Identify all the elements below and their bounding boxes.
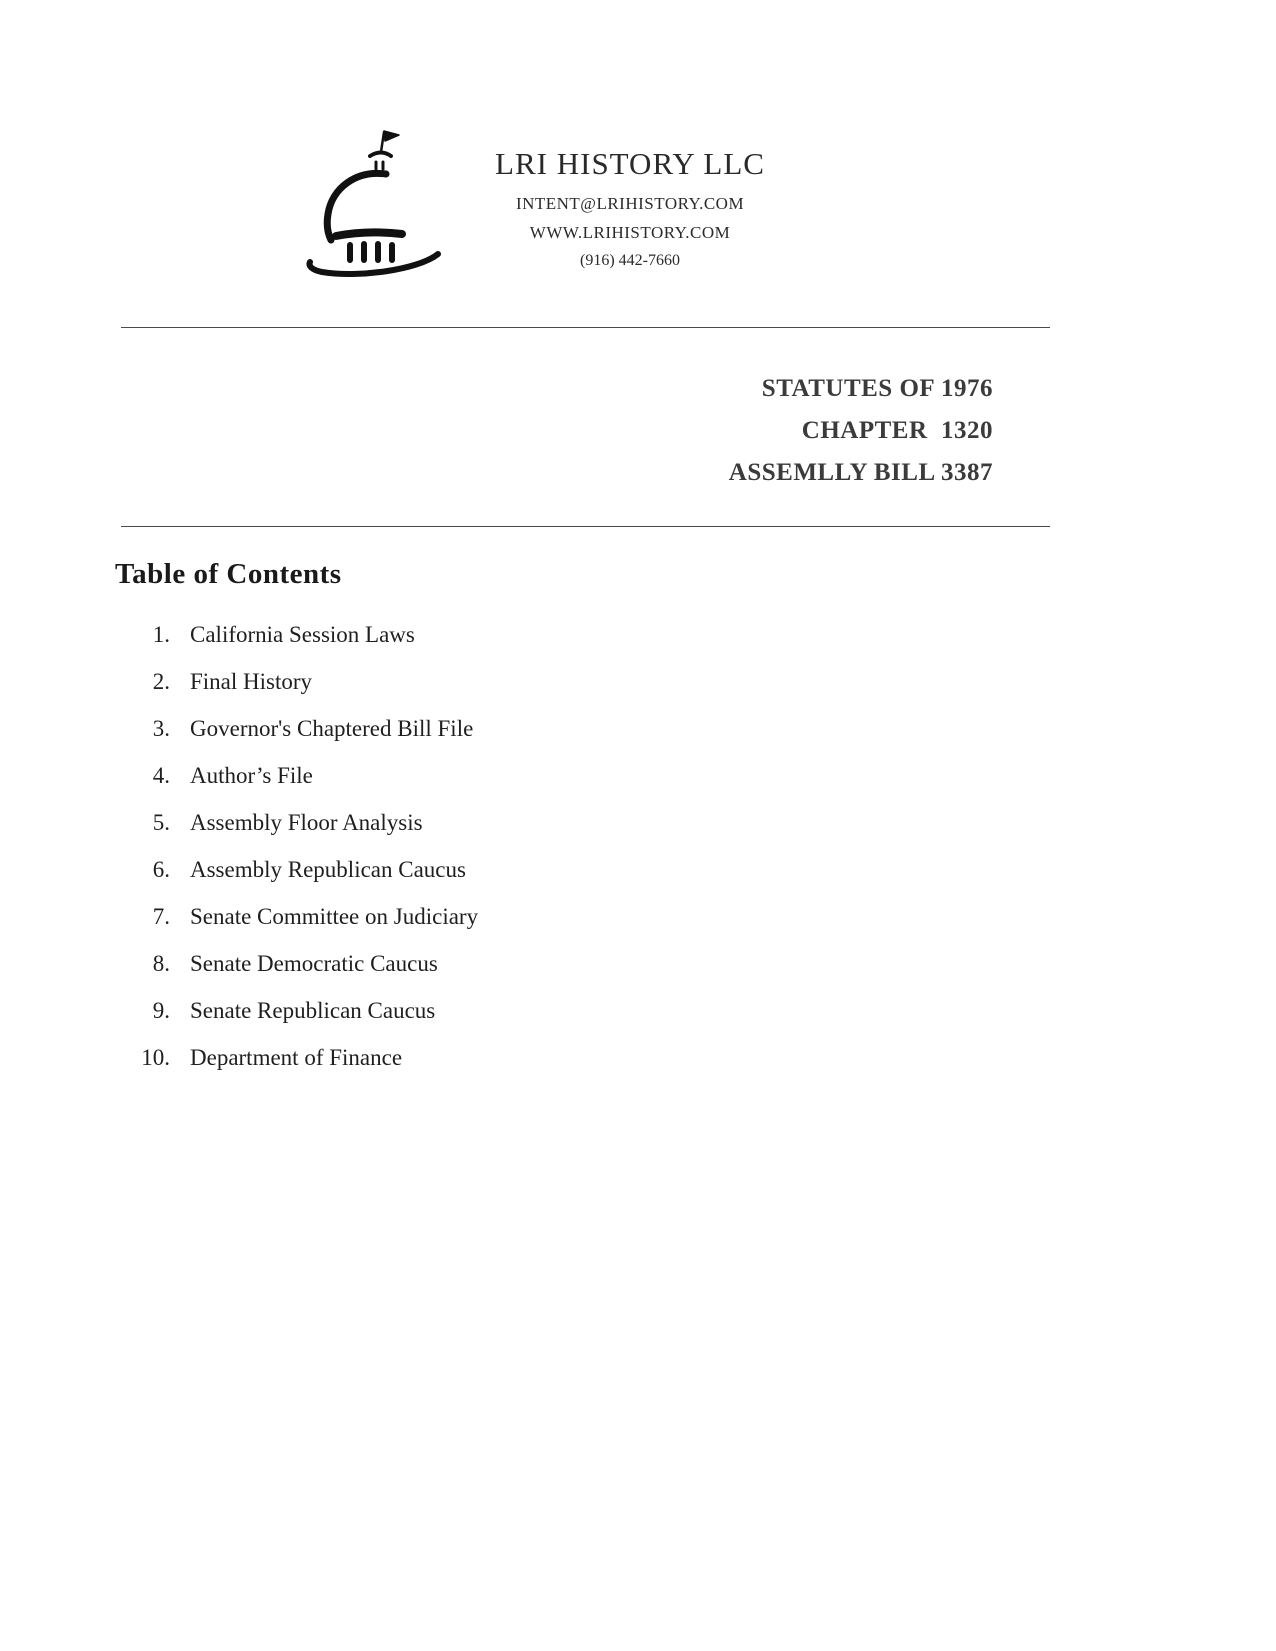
toc-item <box>118 763 478 810</box>
company-website: WWW.LRIHISTORY.COM <box>529 223 731 242</box>
toc-item-label: Author’s File <box>190 763 313 788</box>
toc-item-label: Senate Democratic Caucus <box>190 951 438 976</box>
chapter-line: CHAPTER 1320 <box>801 417 993 444</box>
toc-item-label: Assembly Floor Analysis <box>190 810 423 835</box>
toc-item-number: 9. <box>152 998 170 1023</box>
divider-bottom <box>121 526 1050 527</box>
toc-item <box>118 1045 478 1092</box>
assembly-bill-line: ASSEMLLY BILL 3387 <box>728 459 993 486</box>
toc-item-number: 10. <box>141 1045 170 1070</box>
toc-list <box>118 622 478 1092</box>
toc-item-label: California Session Laws <box>190 622 415 647</box>
toc-item-label: Governor's Chaptered Bill File <box>190 716 474 741</box>
company-name: LRI HISTORY LLC <box>495 146 765 181</box>
toc-item-number: 6. <box>152 857 170 882</box>
toc-heading: Table of Contents <box>115 558 342 590</box>
company-phone: (916) 442-7660 <box>580 252 680 269</box>
toc-item <box>118 716 478 763</box>
toc-item-label: Assembly Republican Caucus <box>190 857 466 882</box>
toc-item-label: Senate Republican Caucus <box>190 998 436 1023</box>
toc-item-number: 1. <box>152 622 170 647</box>
toc-item <box>118 669 478 716</box>
company-email: INTENT@LRIHISTORY.COM <box>515 194 745 213</box>
toc-item-number: 8. <box>152 951 170 976</box>
toc-item-number: 4. <box>152 763 170 788</box>
letterhead-text <box>480 118 780 270</box>
toc-item <box>118 810 478 857</box>
divider-top <box>121 327 1050 328</box>
toc-item-number: 2. <box>152 669 170 694</box>
toc-item <box>118 857 478 904</box>
capitol-building-logo <box>298 118 458 288</box>
toc-item-number: 5. <box>152 810 170 835</box>
toc-item-number: 3. <box>152 716 170 741</box>
toc-item <box>118 622 478 669</box>
statutes-line: STATUTES OF 1976 <box>761 375 993 402</box>
toc-item-label: Senate Committee on Judiciary <box>190 904 479 929</box>
toc-item <box>118 904 478 951</box>
toc-item-number: 7. <box>152 904 170 929</box>
letterhead <box>298 118 780 288</box>
toc-item <box>118 998 478 1045</box>
statute-title-block <box>729 368 993 494</box>
toc-item-label: Final History <box>190 669 313 694</box>
toc-item-label: Department of Finance <box>190 1045 403 1070</box>
toc-item <box>118 951 478 998</box>
